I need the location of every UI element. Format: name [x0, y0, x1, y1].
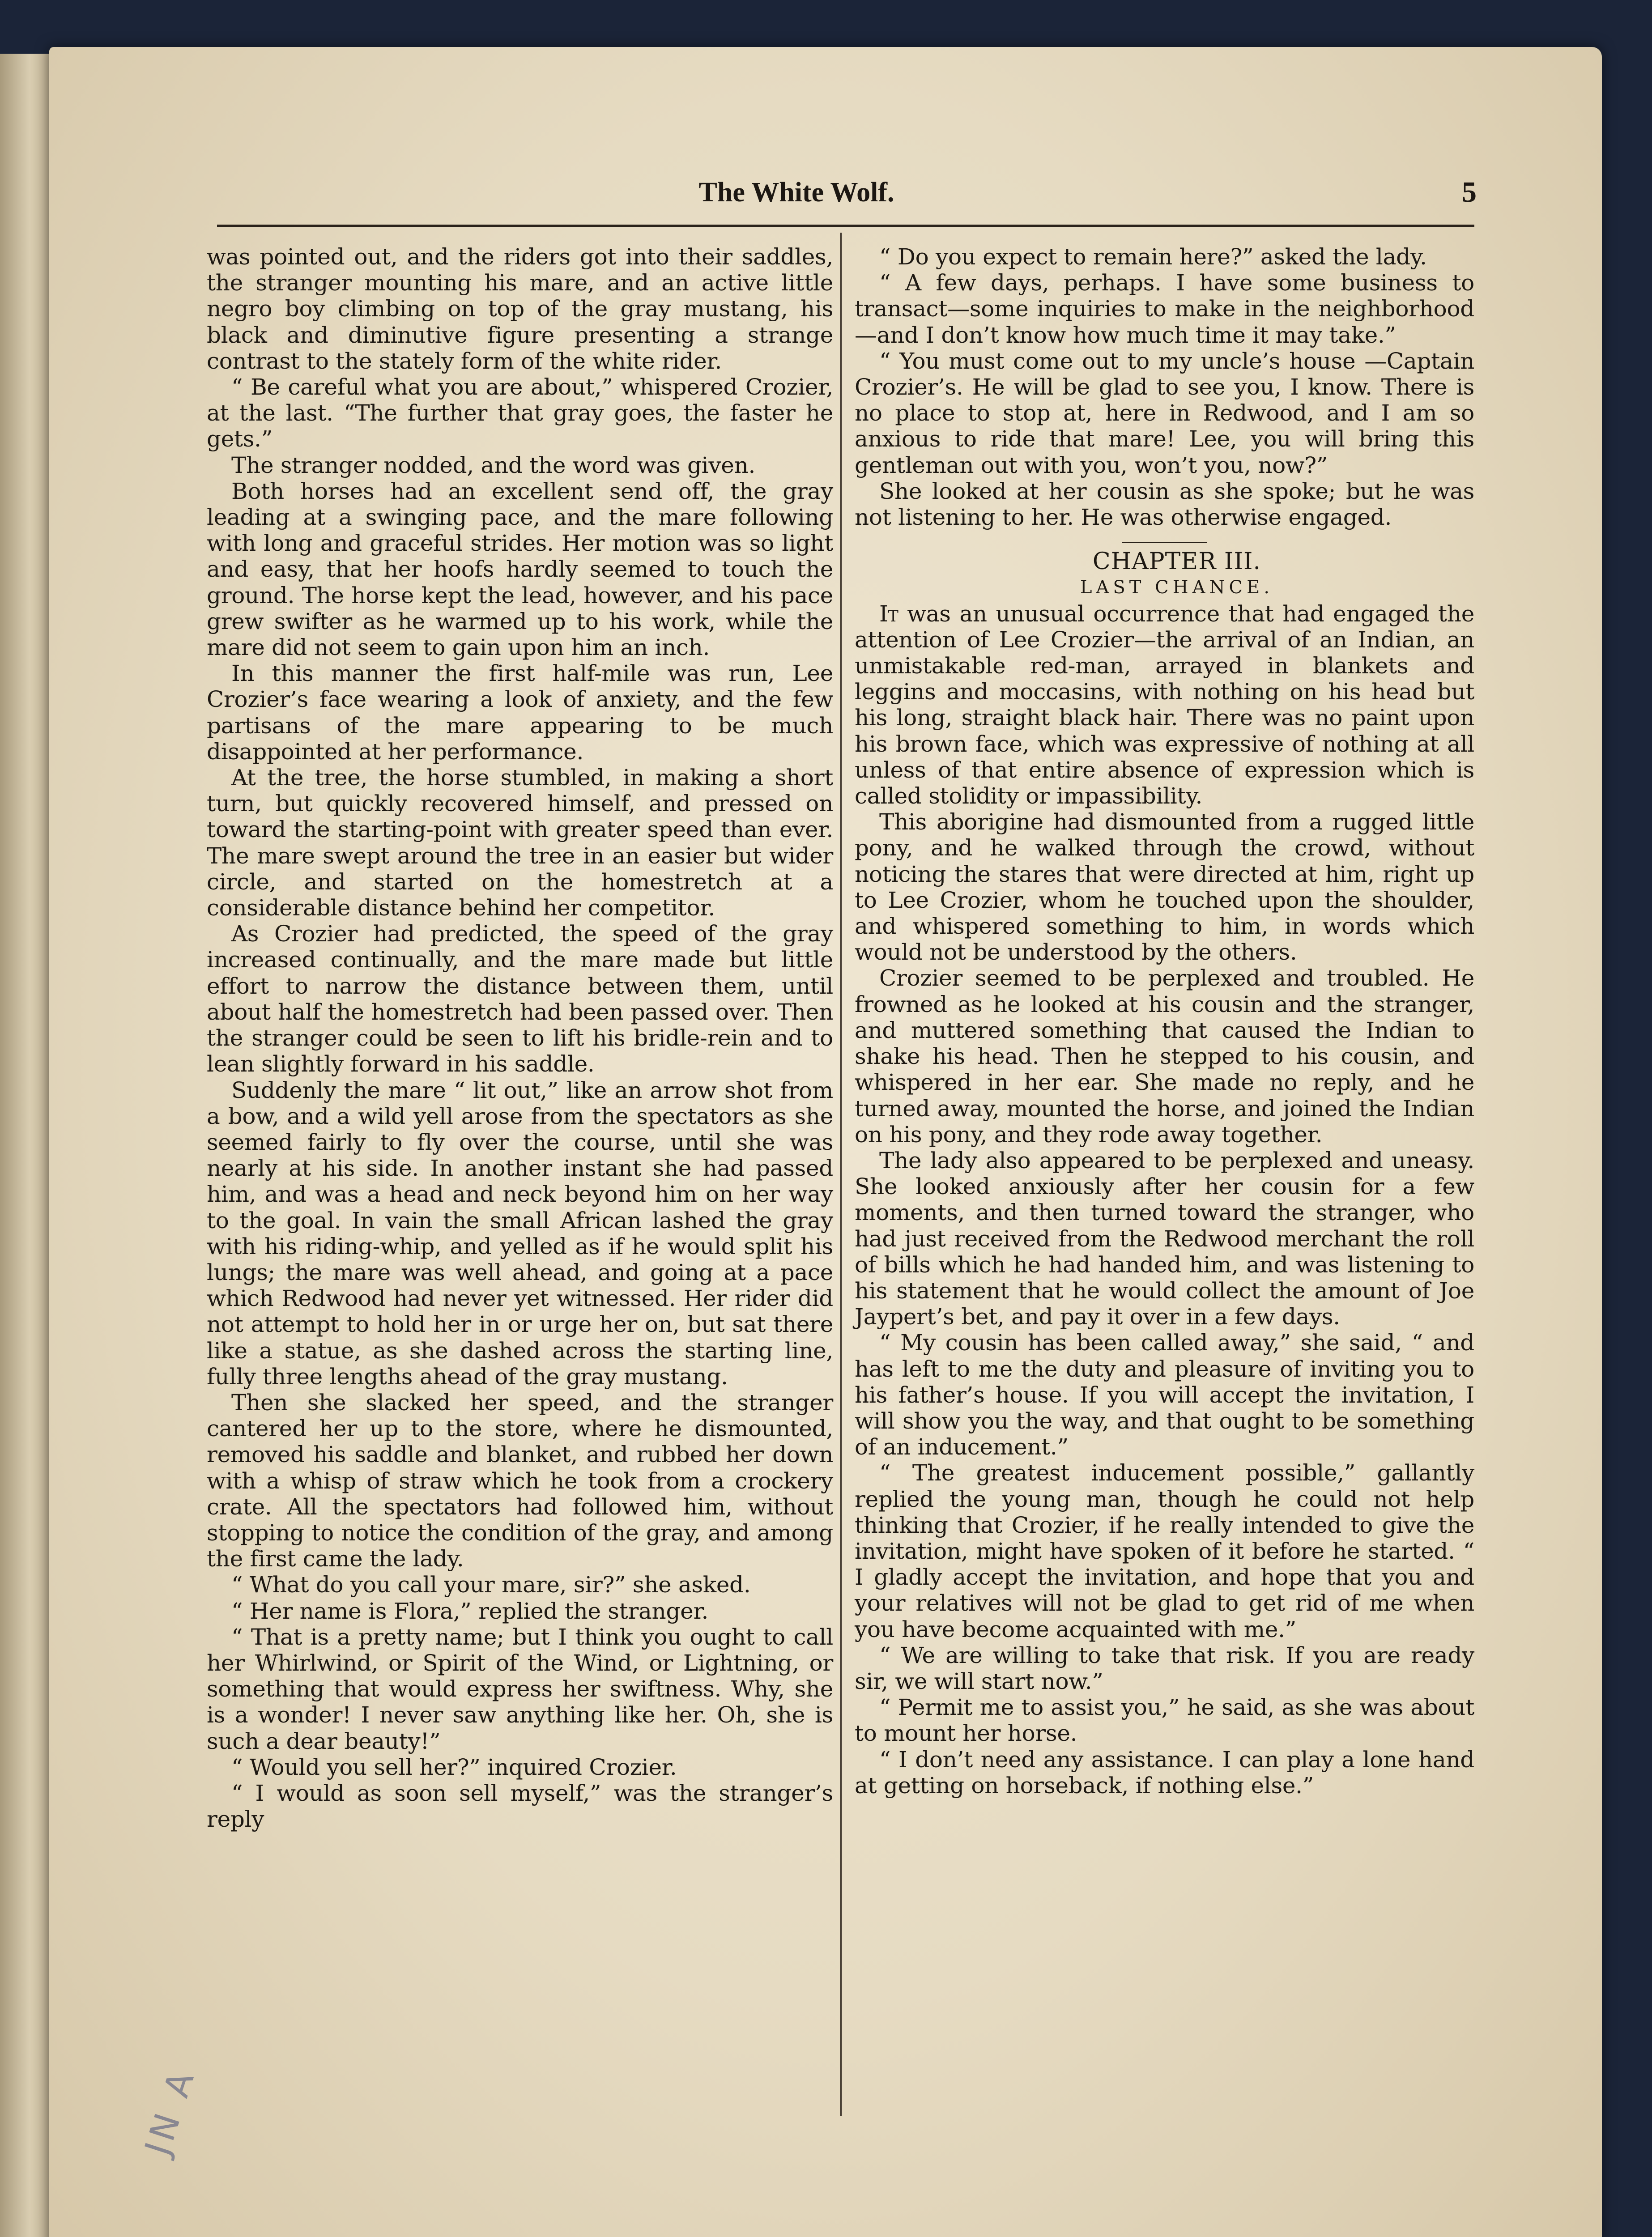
paragraph: “ A few days, perhaps. I have some business to transact—some inquiries to make in the neighborhood—and I don’t know how much time it may take.”: [855, 270, 1474, 348]
paragraph: “ Her name is Flora,” replied the stranger.: [231, 1598, 709, 1624]
paragraph: Both horses had an excellent send off, the gray leading at a swinging pace, and the mare following with long and graceful strides. Her motion was so light and easy, that her hoofs hardly seemed to touch the ground. The horse kept the lead, however, and his pace grew swifter as he warmed up to his work, while the mare did not seem to gain upon him an inch.: [207, 478, 833, 661]
margin-stamp: JN A: [137, 2063, 204, 2160]
paragraph: “ The greatest inducement possible,” gallantly replied the young man, though he could not help thinking that Crozier, if he really intended to give the invitation, might have spoken of it before he started. “ I gladly accept the invitation, and hope that you and your relatives will not be glad to get rid of me when you have become acquainted with me.”: [855, 1460, 1474, 1642]
paragraph: [855, 601, 1474, 809]
paragraph: “ Permit me to assist you,” he said, as she was about to mount her horse.: [855, 1694, 1474, 1747]
chapter-heading: CHAPTER III.: [1092, 548, 1261, 575]
header-rule: [217, 225, 1474, 227]
paragraph: “ Would you sell her?” inquired Crozier.: [231, 1754, 677, 1780]
facing-page-edge: [0, 54, 52, 2237]
paragraph-text: was an unusual occurrence that had engaged the attention of Lee Crozier—the arrival of an Indian, an unmistakable red-man, arrayed in blankets and leggins and moccasins, with nothing on his head but his long, straight black hair. There was no paint upon his brown face, which was expressive of nothing at all unless of that entire absence of expression which is called stolidity or impassibility.: [855, 600, 1474, 809]
paragraph: She looked at her cousin as she spoke; but he was not listening to her. He was otherwise engaged.: [855, 478, 1474, 531]
paragraph: “ Do you expect to remain here?” asked the lady.: [879, 244, 1427, 270]
paragraph: “ Be careful what you are about,” whispered Crozier, at the last. “The further that gray goes, the faster he gets.”: [207, 374, 833, 452]
chapter-first-word: It: [879, 600, 898, 627]
page-number: 5: [1462, 176, 1477, 208]
paragraph: “ You must come out to my uncle’s house —Captain Crozier’s. He will be glad to see you, I know. There is no place to stop at, here in Redwood, and I am so anxious to ride that mare! Lee, you will bring this gentleman out with you, won’t you, now?”: [855, 348, 1474, 478]
paragraph: Then she slacked her speed, and the stranger cantered her up to the store, where he dismounted, removed his saddle and blanket, and rubbed her down with a whisp of straw which he took from a crockery crate. All the spectators had followed him, without stopping to notice the condition of the gray, and among the first came the lady.: [207, 1389, 833, 1572]
chapter-subtitle: LAST CHANCE.: [1080, 577, 1274, 598]
paragraph: This aborigine had dismounted from a rugged little pony, and he walked through the crowd, without noticing the stares that were directed at him, right up to Lee Crozier, whom he touched upon the shoulder, and whispered something to him, in words which would not be understood by the others.: [855, 809, 1474, 965]
paragraph: “ My cousin has been called away,” she said, “ and has left to me the duty and pleasure of inviting you to his father’s house. If you will accept the invitation, I will show you the way, and that ought to be something of an inducement.”: [855, 1330, 1474, 1460]
paragraph: “ I don’t need any assistance. I can play a lone hand at getting on horseback, if nothing else.”: [855, 1746, 1474, 1799]
left-column: [207, 244, 833, 1832]
running-title: The White Wolf.: [698, 177, 894, 208]
running-header: [0, 170, 1652, 224]
column-divider: [840, 233, 842, 2116]
paragraph: Suddenly the mare “ lit out,” like an arrow shot from a bow, and a wild yell arose from the spectators as she seemed fairly to fly over the course, until she was nearly at his side. In another instant she had passed him, and was a head and neck beyond him on her way to the goal. In vain the small African lashed the gray with his riding-whip, and yelled as if he would split his lungs; the mare was well ahead, and going at a pace which Redwood had never yet witnessed. Her rider did not attempt to hold her in or urge her on, but sat there like a statue, as she dashed across the starting line, fully three lengths ahead of the gray mustang.: [207, 1077, 833, 1390]
paragraph: “ What do you call your mare, sir?” she asked.: [231, 1572, 751, 1598]
right-column: [855, 244, 1474, 1799]
paragraph: As Crozier had predicted, the speed of the gray increased continually, and the mare made but little effort to narrow the distance between them, until about half the homestretch had been passed over. Then the stranger could be seen to lift his bridle-rein and to lean slightly forward in his saddle.: [207, 921, 833, 1077]
paragraph: “ I would as soon sell myself,” was the stranger’s reply: [207, 1780, 833, 1833]
paragraph: The lady also appeared to be perplexed and uneasy. She looked anxiously after her cousin for a few moments, and then turned toward the stranger, who had just received from the Redwood merchant the roll of bills which he had handed him, and was listening to his statement that he would collect the amount of Joe Jaypert’s bet, and pay it over in a few days.: [855, 1147, 1474, 1330]
paragraph: The stranger nodded, and the word was given.: [231, 452, 756, 478]
paragraph: At the tree, the horse stumbled, in making a short turn, but quickly recovered himself, and pressed on toward the starting-point with greater speed than ever. The mare swept around the tree in an easier but wider circle, and started on the homestretch at a considerable distance behind her competitor.: [207, 765, 833, 921]
paragraph: In this manner the first half-mile was run, Lee Crozier’s face wearing a look of anxiety, and the few partisans of the mare appearing to be much disappointed at her performance.: [207, 660, 833, 765]
paragraph: “ We are willing to take that risk. If you are ready sir, we will start now.”: [855, 1642, 1474, 1694]
paragraph: “ That is a pretty name; but I think you ought to call her Whirlwind, or Spirit of the Wind, or Lightning, or something that would express her swiftness. Why, she is a wonder! I never saw anything like her. Oh, she is such a dear beauty!”: [207, 1624, 833, 1754]
paragraph: was pointed out, and the riders got into their saddles, the stranger mounting his mare, and an active little negro boy climbing on top of the gray mustang, his black and diminutive figure presenting a strange contrast to the stately form of the white rider.: [207, 244, 833, 374]
chapter-rule: [1122, 542, 1207, 543]
paragraph: Crozier seemed to be perplexed and troubled. He frowned as he looked at his cousin and the stranger, and muttered something that caused the Indian to shake his head. Then he stepped to his cousin, and whispered in her ear. She made no reply, and he turned away, mounted the horse, and joined the Indian on his pony, and they rode away together.: [855, 965, 1474, 1148]
